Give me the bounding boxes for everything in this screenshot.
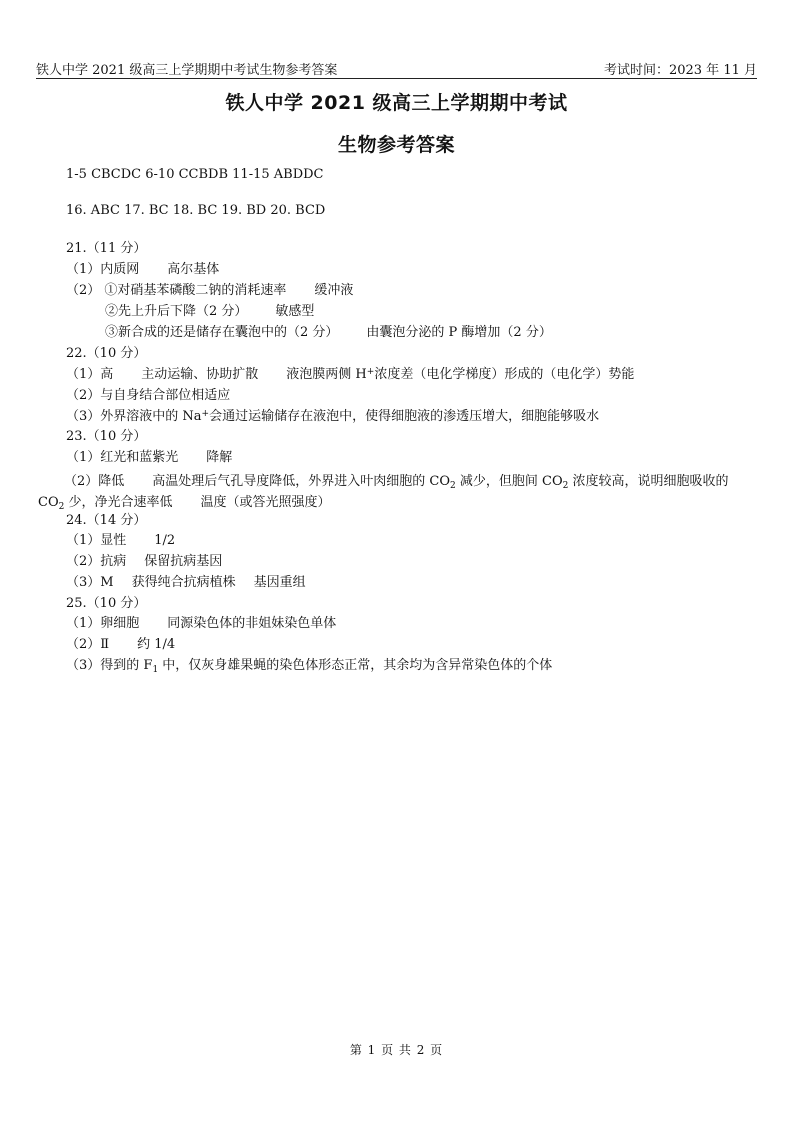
q21-answer-2 xyxy=(66,283,353,299)
choice-row-1: 1-5 CBCDC 6-10 CCBDB 11-15 ABDDC xyxy=(66,167,324,182)
page-header xyxy=(36,58,757,79)
q24-a3: （3）M xyxy=(66,575,114,590)
q23-a2a: （2）降低 xyxy=(64,474,125,489)
q25-a2b: 约 1/4 xyxy=(137,637,176,652)
q23-a2e: 少，净光合速率低 xyxy=(64,495,173,510)
co2-sub: 2 xyxy=(58,502,65,512)
q22-a1c-sup: + xyxy=(366,367,375,377)
q23-a1: （1）红光和蓝紫光 xyxy=(66,450,179,465)
q21-a1b: 高尔基体 xyxy=(167,262,220,277)
q21-a2d: 敏感型 xyxy=(275,304,315,319)
q22-head: 22.（10 分） xyxy=(66,346,147,361)
choice-row-2: 16. ABC 17. BC 18. BC 19. BD 20. BCD xyxy=(66,203,326,218)
q24-head: 24.（14 分） xyxy=(66,513,147,528)
q24-a2b: 保留抗病基因 xyxy=(144,554,223,569)
q21-a1: （1）内质网 xyxy=(66,262,140,277)
q21-a2f: 由囊泡分泌的 P 酶增加（2 分） xyxy=(366,325,552,340)
q22-answer-2: （2）与自身结合部位相适应 xyxy=(66,388,231,403)
q22-a1: （1）高 xyxy=(66,367,114,382)
q22-answer-3 xyxy=(66,409,599,425)
q25-head: 25.（10 分） xyxy=(66,596,147,611)
q23-answer-2 xyxy=(38,471,757,513)
q21-head: 21.（11 分） xyxy=(66,241,147,256)
q21-a2e: ③新合成的还是储存在囊泡中的（2 分） xyxy=(105,325,339,340)
q23-a1b: 降解 xyxy=(206,450,233,465)
q21-answer-2-3 xyxy=(105,325,552,341)
q23-a2d: 浓度较高，说明细胞吸收的 CO xyxy=(38,474,729,510)
q24-a1: （1）显性 xyxy=(66,533,127,548)
page-footer: 第 1 页 共 2 页 xyxy=(349,1043,444,1057)
q24-answer-2 xyxy=(66,554,222,570)
q22-a3b: 会通过运输储存在液泡中，使得细胞液的渗透压增大，细胞能够吸水 xyxy=(209,409,600,424)
q22-a1c2: 浓度差（电化学梯度）形成的（电化学）势能 xyxy=(374,367,635,382)
q25-a1b: 同源染色体的非姐妹染色单体 xyxy=(167,616,337,631)
q23-a2b: 高温处理后气孔导度降低，外界进入叶肉细胞的 CO xyxy=(152,474,451,489)
header-left: 铁人中学 2021 级高三上学期期中考试生物参考答案 xyxy=(36,63,338,78)
q24-a2: （2）抗病 xyxy=(66,554,127,569)
q24-answer-3 xyxy=(66,575,306,591)
q22-a3a: （3）外界溶液中的 Na xyxy=(66,409,202,424)
q24-a3c: 基因重组 xyxy=(253,575,306,590)
q25-a2: （2）Ⅱ xyxy=(66,637,110,652)
q21-a2b: 缓冲液 xyxy=(314,283,354,298)
q25-answer-2 xyxy=(66,637,175,653)
q22-answer-1 xyxy=(66,367,634,383)
q22-a1c1: 液泡膜两侧 H xyxy=(286,367,367,382)
main-title: 铁人中学 2021 级高三上学期期中考试 xyxy=(225,92,568,114)
sub-title: 生物参考答案 xyxy=(337,134,455,156)
q25-a3b: 中，仅灰身雄果蝇的染色体形态正常，其余均为含异常染色体的个体 xyxy=(158,658,553,673)
q23-a2f: 温度（或答光照强度） xyxy=(200,495,331,510)
q23-head: 23.（10 分） xyxy=(66,429,147,444)
q21-answer-2-2 xyxy=(105,304,314,320)
q25-answer-1 xyxy=(66,616,336,632)
q25-answer-3 xyxy=(66,658,552,674)
q25-a3a: （3）得到的 F xyxy=(66,658,153,673)
co2-sub: 2 xyxy=(562,481,569,491)
f1-sub: 1 xyxy=(152,665,159,675)
co2-sub: 2 xyxy=(450,481,456,491)
q22-a3-sup: + xyxy=(201,409,210,419)
header-right: 考试时间：2023 年 11 月 xyxy=(603,63,757,78)
q21-answer-1 xyxy=(66,262,219,278)
q25-a1: （1）卵细胞 xyxy=(66,616,140,631)
q24-answer-1 xyxy=(66,533,175,549)
q23-answer-1 xyxy=(66,450,232,466)
q24-a1b: 1/2 xyxy=(154,533,176,548)
q21-a2c: ②先上升后下降（2 分） xyxy=(105,304,248,319)
q22-a1b: 主动运输、协助扩散 xyxy=(141,367,259,382)
q21-a2: （2） ①对硝基苯磷酸二钠的消耗速率 xyxy=(66,283,287,298)
q23-a2c: 减少，但胞间 CO xyxy=(455,474,563,489)
q24-a3b: 获得纯合抗病植株 xyxy=(131,575,236,590)
